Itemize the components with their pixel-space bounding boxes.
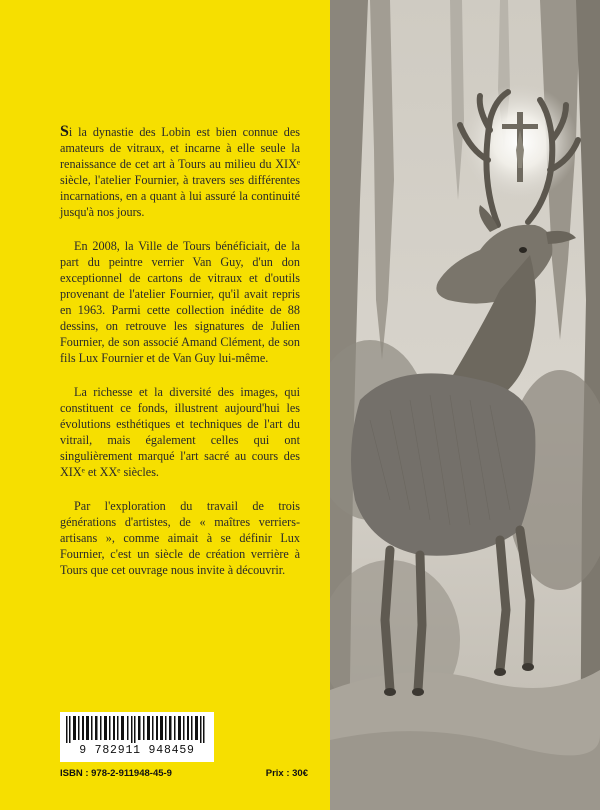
isbn: ISBN : 978-2-911948-45-9 — [60, 768, 172, 779]
barcode-number: 9 782911 948459 — [60, 743, 214, 759]
drop-cap: S — [60, 123, 69, 140]
stag-illustration — [330, 0, 600, 810]
paragraph-3: La richesse et la diversité des images, qui constituent ce fonds, illustrent aujourd'hui les évolutions esthétiques et techniques de l'art du vitrail, mais également celles qui ont singulièrement marqué l'art sacré au cours des XIXᵉ et XXᵉ siècles. — [60, 385, 300, 479]
paragraph-2: En 2008, la Ville de Tours bénéficiait, de la part du peintre verrier Van Guy, d'un don exceptionnel de cartons de vitraux et d'outils provenant de l'atelier Fournier, qu'il avait repris en 1963. Parmi cette collection inédite de 88 dessins, on retrouve les signatures de Julien Fournier, de son associé Amand Clément, de son fils Lux Fournier et de Van Guy lui-même. — [60, 239, 300, 365]
paragraph-1-text: i la dynastie des Lobin est bien connue des amateurs de vitraux, et incarne à elle seule la renaissance de cet art à Tours au milieu du XIXᵉ siècle, l'atelier Fournier, à travers ses différentes incarnations, en a quant à lui assuré la continuité jusqu'à nos jours. — [60, 125, 300, 219]
stag-drawing — [330, 0, 600, 810]
isbn-price-line — [60, 768, 308, 779]
barcode-bars — [60, 712, 214, 744]
paragraph-4: Par l'exploration du travail de trois générations d'artistes, de « maîtres verriers-artisans », comme aimait à se définir Lux Fournier, c'est un siècle de création verrière à Tours que cet ouvrage nous invite à découvrir. — [60, 499, 300, 577]
summary-text — [60, 124, 300, 596]
paragraph-1 — [60, 124, 300, 220]
barcode — [60, 712, 214, 762]
price: Prix : 30€ — [265, 768, 308, 779]
